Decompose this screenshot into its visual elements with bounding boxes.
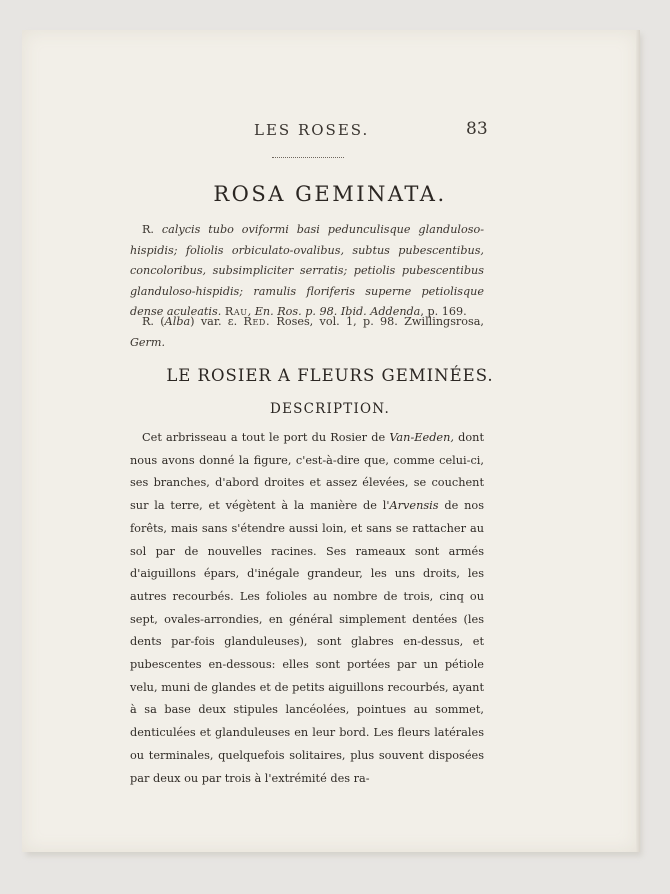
book-page xyxy=(22,30,638,852)
french-title: LE ROSIER A FLEURS GEMINÉES. xyxy=(166,366,494,385)
synonym-text xyxy=(130,312,484,353)
description-italic-van-eeden: Van-Eeden, xyxy=(389,431,454,444)
page-number: 83 xyxy=(466,119,488,139)
description-paragraph xyxy=(130,427,484,790)
description-text xyxy=(130,427,484,790)
latin-genus-abbrev: R. xyxy=(142,223,154,236)
species-title: ROSA GEMINATA. xyxy=(213,182,447,206)
header-dotted-rule xyxy=(272,157,344,158)
latin-diagnosis xyxy=(130,220,484,323)
latin-reference-1: , En. Ros. p. 98. xyxy=(247,305,338,318)
synonym-var-text: ) var. ε. xyxy=(190,315,238,328)
latin-reference-2: , p. 169. xyxy=(420,305,467,318)
synonym-author: Red. xyxy=(243,315,271,328)
description-part-1: Cet arbrisseau a tout le port du Rosier de xyxy=(142,431,386,444)
description-italic-arvensis: Arvensis xyxy=(389,499,439,513)
synonym-paragraph xyxy=(130,312,484,353)
running-head: LES ROSES. xyxy=(254,121,370,139)
synonym-reference: Roses, vol. 1, p. 98. Zwillingsrosa, xyxy=(276,315,484,328)
latin-author: Rau xyxy=(224,305,248,318)
latin-diagnosis-text xyxy=(130,220,484,323)
description-part-2: dont nous avons donné la figure, c'est-à-dire que, comme celui-ci, ses branches, d'abord droites et assez élevées, se couchent sur la terre, et végètent à la manière de l' xyxy=(130,431,484,513)
synonym-variety: Alba xyxy=(164,315,191,328)
latin-diagnosis-body: calycis tubo oviformi basi pedunculisque glanduloso-hispidis; foliolis orbiculato-ovalibus, subtus pubescentibus, concoloribus, subsimpliciter serratis; petiolis pubescentibus glanduloso-hispidis; ramulis floriferis superne petiolisque dense aculeatis. xyxy=(130,223,484,318)
section-heading: DESCRIPTION. xyxy=(270,401,390,417)
synonym-german: Germ. xyxy=(130,335,166,349)
description-part-3: de nos forêts, mais sans s'étendre aussi loin, et sans se rattacher au sol par de nouvelles racines. Ses rameaux sont armés d'aiguillons épars, d'inégale grandeur, les uns droits, les autres recourbés. Les folioles au nombre de trois, cinq ou sept, ovales-arrondies, en général simplement dentées (les dents par-fois glanduleuses), sont glabres en-dessus, et pubescentes en-dessous: elles sont portées par un pétiole velu, muni de glandes et de petits aiguillons recourbés, ayant à sa base deux stipules lancéolées, pointues au sommet, denticulées et glanduleuses en leur bord. Les fleurs latérales ou terminales, quelquefois solitaires, plus souvent disposées par deux ou par trois à l'extrémité des ra- xyxy=(130,499,484,785)
latin-ibid: Ibid. Addenda xyxy=(340,305,421,318)
synonym-abbrev: R. ( xyxy=(142,315,165,328)
